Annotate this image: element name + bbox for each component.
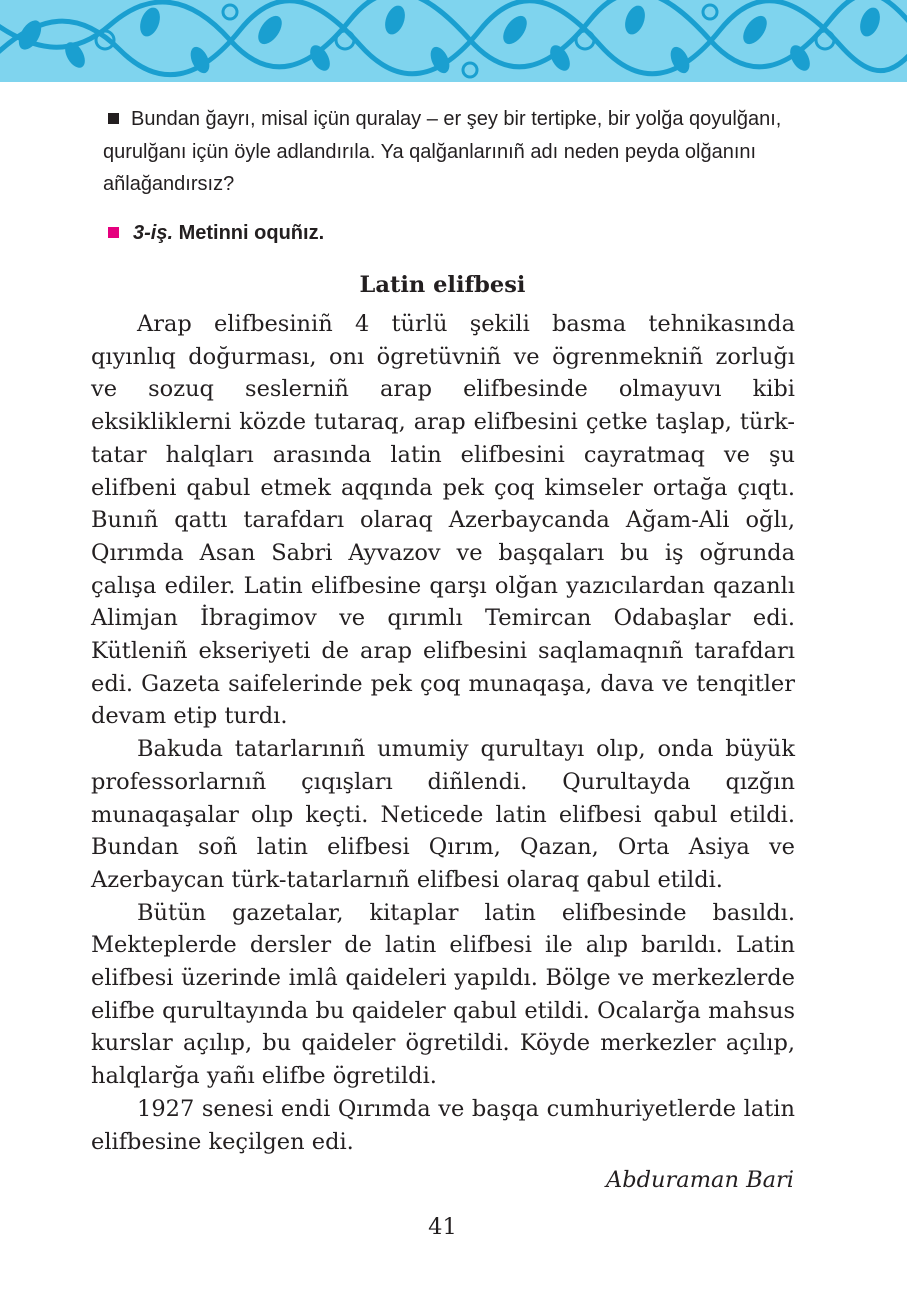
article-paragraph: Bakuda tatarlarınıñ umumiy qurultayı olıp, onda büyük professorlarnıñ çıqışları diñlendi. Qurultayda qızğın munaqaşalar olıp keçti. Neticede latin elifbesi qabul etildi. Bundan soñ latin elifbesi Qırım, Qazan, Orta Asiya ve Azerbaycan türk-tatarlarnıñ elifbesi olaraq qabul etildi. [91, 736, 795, 893]
article-author: Abduraman Bari [605, 1167, 794, 1193]
article-title: Latin elifbesi [359, 272, 526, 298]
article-body [91, 308, 795, 1158]
article-paragraph: Bütün gazetalar, kitaplar latin elifbesinde basıldı. Mekteplerde dersler de latin elifbesi ile alıp barıldı. Latin elifbesi üzerinde imlâ qaideleri yapıldı. Bölge ve merkezlerde elifbe qurultayında bu qaideler qabul etildi. Ocalarğa mahsus kurslar açılıp, bu qaideler ögretildi. Köyde merkezler açılıp, halqlarğa yañı elifbe ögretildi. [91, 899, 795, 1090]
question-text: Bundan ğayrı, misal içün quralay – er şey bir tertipke, bir yolğa qoyulğanı, qurulğanı içün öyle adlandırıla. Ya qalğanlarınıñ adı neden peyda olğanını añlağandırsız? [103, 108, 782, 195]
floral-ornament-icon [0, 0, 907, 82]
bullet-square-icon [108, 113, 119, 124]
article-paragraph: 1927 senesi endi Qırımda ve başqa cumhuriyetlerde latin elifbesine keçilgen edi. [91, 1095, 795, 1155]
task-instruction: Metinni oquñız. [178, 222, 325, 244]
article-paragraph: Arap elifbesiniñ 4 türlü şekili basma tehnikasında qıyınlıq doğurması, onı ögretüvniñ ve ögrenmekniñ zorluğı ve sozuq seslerniñ arap elifbesinde olmayuvı kibi eksikliklerni közde tutaraq, arap elifbesini çetke taşlap, türk-tatar halqları arasında latin elifbesini cayratmaq ve şu elifbeni qabul etmek aqqında pek çoq kimseler ortağa çıqtı. Bunıñ qattı tarafdarı olaraq Azerbaycanda Ağam-Ali oğlı, Qırımda Asan Sabri Ayvazov ve başqaları bu iş oğrunda çalışa ediler. Latin elifbesine qarşı olğan yazıcılardan qazanlı Alimjan İbragimov ve qırımlı Temircan Odabaşlar edi. Kütleniñ ekseriyeti de arap elifbesini saqlamaqnıñ tarafdarı edi. Gazeta saifelerinde pek çoq munaqaşa, dava ve tenqitler devam etip turdı. [91, 311, 795, 730]
decorative-banner [0, 0, 907, 82]
question-paragraph [103, 103, 803, 201]
task-number: 3-iş. [133, 222, 174, 244]
task-line [108, 218, 808, 248]
page-number: 41 [428, 1214, 457, 1240]
pink-bullet-square-icon [108, 227, 119, 238]
